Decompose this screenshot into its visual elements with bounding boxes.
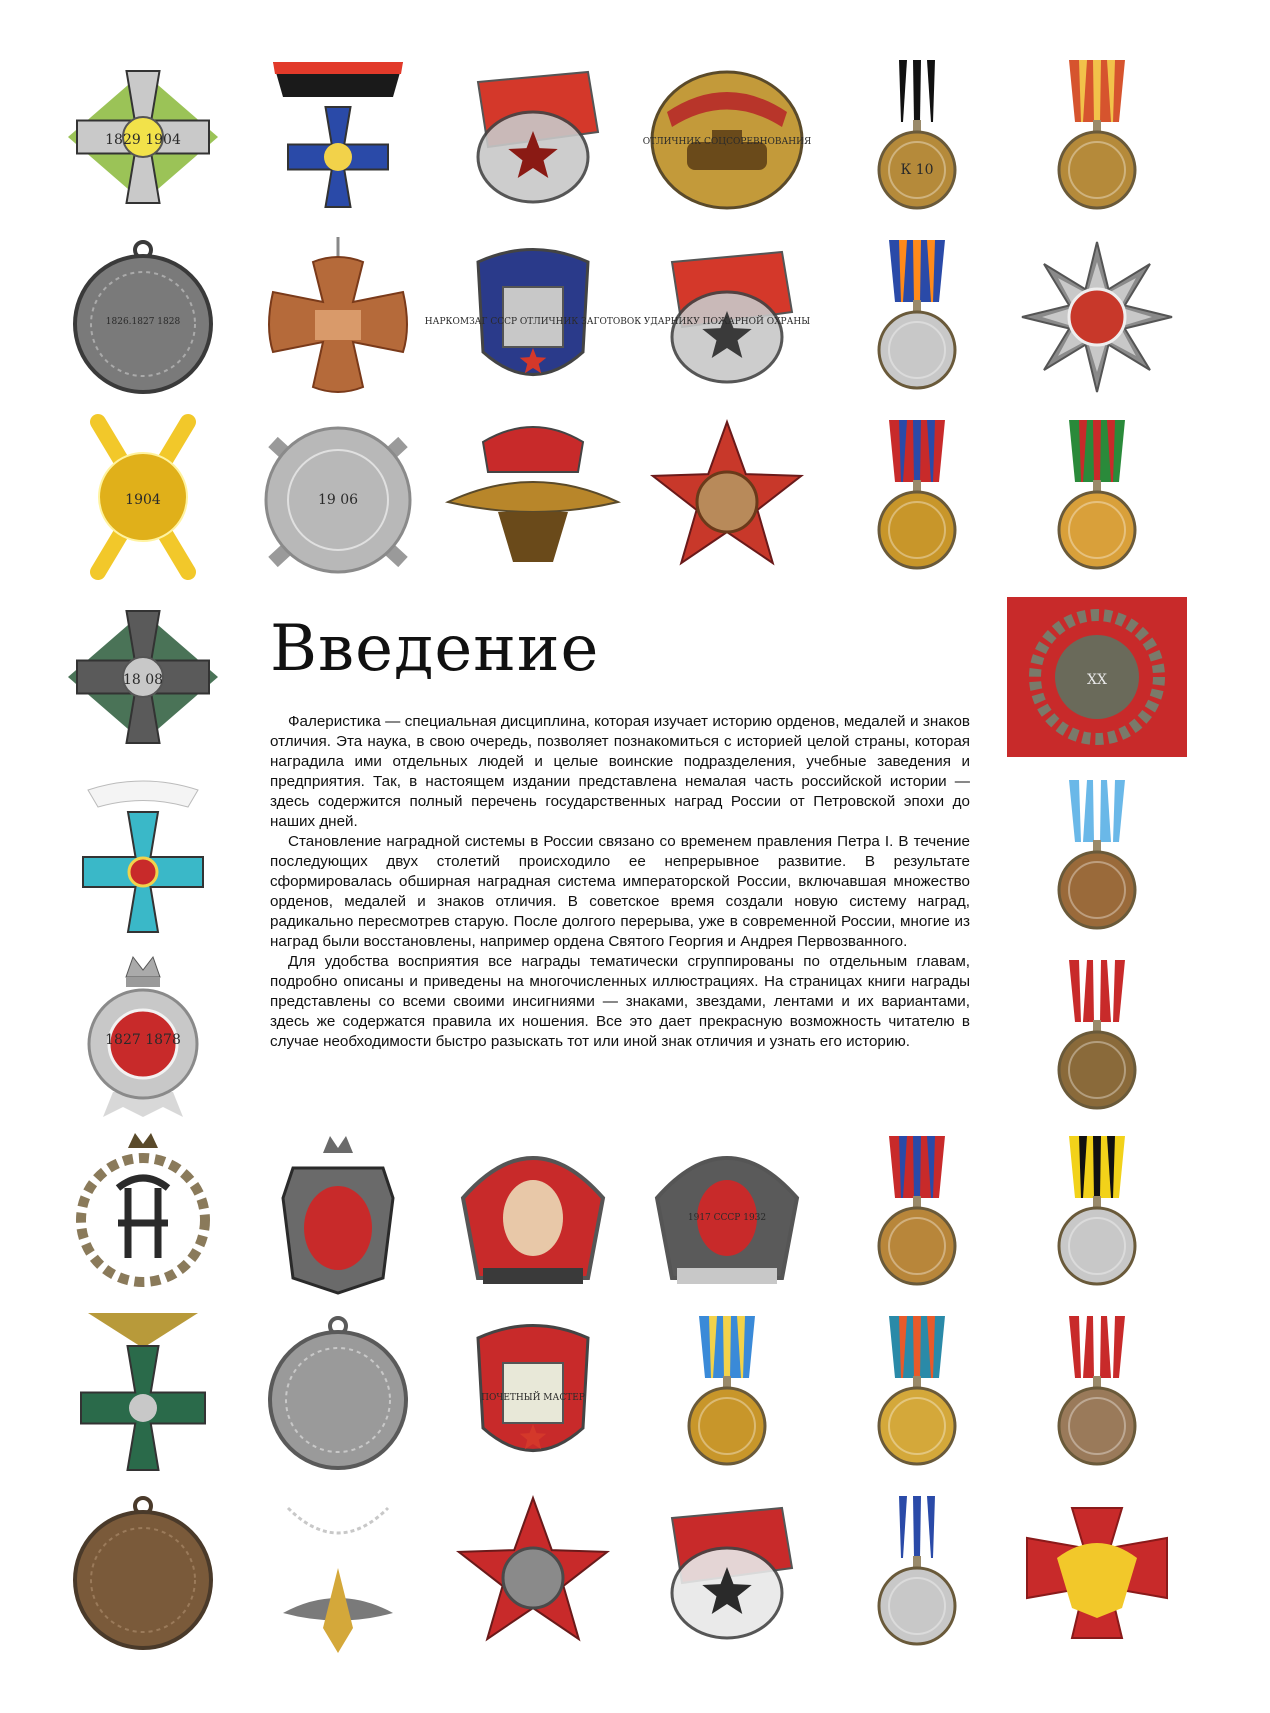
- award-image: [1002, 232, 1192, 402]
- award-inscription: 1904: [125, 492, 161, 508]
- award-ribbon-medal-icon: [822, 412, 1012, 582]
- award-image: [48, 52, 238, 222]
- award-chain-badge-icon: [243, 1488, 433, 1658]
- award-ribbon-cross-icon: [243, 52, 433, 222]
- award-flag-badge-icon: [632, 1488, 822, 1658]
- award-image: [1002, 772, 1192, 942]
- award-monogram-icon: [48, 1128, 238, 1298]
- award-ribbon-medal-icon: [1002, 52, 1192, 222]
- award-ribbon-medal-icon: [822, 1308, 1012, 1478]
- award-crown-medal-icon: [48, 952, 238, 1122]
- award-image: [822, 1308, 1012, 1478]
- award-red-star-icon: [438, 1488, 628, 1658]
- award-image: [48, 1308, 238, 1478]
- award-image: [822, 412, 1012, 582]
- award-image: [48, 232, 238, 402]
- award-crown-shield-icon: [243, 1128, 433, 1298]
- award-portrait-badge-icon: [438, 1128, 628, 1298]
- award-flag-badge-icon: [632, 232, 822, 402]
- award-portrait-badge-icon: [632, 1128, 822, 1298]
- award-image: [822, 1128, 1012, 1298]
- award-image: [632, 1128, 822, 1298]
- award-image: [243, 52, 433, 222]
- award-ribbon-medal-icon: [1002, 1308, 1192, 1478]
- award-inscription: 19 06: [317, 492, 359, 508]
- award-blue-cross-icon: [48, 772, 238, 942]
- award-image: [243, 232, 433, 402]
- award-image: [1002, 412, 1192, 582]
- award-shield-badge-icon: [424, 232, 642, 402]
- award-image: [438, 1308, 628, 1478]
- award-ribbon-medal-icon: [822, 1128, 1012, 1298]
- award-inscription: 1917 СССР 1932: [687, 1213, 767, 1223]
- award-image: [1002, 952, 1192, 1122]
- award-wreath-xx-icon: [1002, 592, 1192, 762]
- award-ribbon-medal-icon: [822, 52, 1012, 222]
- award-cross-icon: [48, 592, 238, 762]
- award-round-medal-icon: [243, 1308, 433, 1478]
- award-inscription: К 10: [900, 162, 934, 178]
- award-image: [438, 412, 628, 582]
- award-inscription: 18 08: [122, 672, 164, 688]
- award-image: [243, 1308, 433, 1478]
- award-image: [48, 592, 238, 762]
- paragraph: Для удобства восприятия все награды тематически сгруппированы по отдельным главам, подробно описаны и приведены на многочисленных иллюстрациях. На страницах книги награды представлены со всеми своими инсигниями — знаками, звездами, лентами и их вариантами, здесь же содержатся правила их ношения. Все это дает прекрасную возможность читателю в случае необходимости быстро разыскать тот или иной знак отличия и узнать его историю.: [270, 953, 970, 1050]
- award-wing-badge-icon: [438, 412, 628, 582]
- award-image: [632, 412, 822, 582]
- award-gold-eagle-cross-icon: [1002, 1488, 1192, 1658]
- award-image: [424, 232, 642, 402]
- intro-text: [270, 712, 970, 1052]
- award-inscription: НАРКОМЗАГ СССР ОТЛИЧНИК ЗАГОТОВОК: [424, 317, 642, 327]
- award-inscription: ОТЛИЧНИК СОЦСОРЕВНОВАНИЯ: [642, 137, 812, 147]
- award-round-medal-icon: [48, 1488, 238, 1658]
- award-gold-x-icon: [48, 412, 238, 582]
- award-inscription: УДАРНИКУ ПОЖАРНОЙ ОХРАНЫ: [643, 317, 811, 327]
- award-red-star-icon: [632, 412, 822, 582]
- award-image: [48, 412, 238, 582]
- award-inscription: 1829 1904: [105, 132, 181, 148]
- award-image: [243, 1488, 433, 1658]
- award-image: [822, 232, 1012, 402]
- award-tank-badge-icon: [632, 52, 822, 222]
- award-image: [243, 1128, 433, 1298]
- award-image: [1002, 1128, 1192, 1298]
- award-inscription: 1826.1827 1828: [105, 317, 181, 327]
- award-green-cross-icon: [48, 1308, 238, 1478]
- award-silver-disc-icon: [243, 412, 433, 582]
- award-round-medal-icon: [48, 232, 238, 402]
- paragraph: Становление наградной системы в России связано со временем правления Петра I. В течение последующих двух столетий происходило ее непрерывное развитие. В результате сформировалась обширная наградная система императорской России, включавшая множество орденов, медалей и знаков отличия. В советское время создали новую систему наград, радикально пересмотрев старую. После долгого перерыва, уже в современной России, многие из наград были восстановлены, например ордена Святого Георгия и Андрея Первозванного.: [270, 833, 970, 950]
- award-image: [48, 1488, 238, 1658]
- award-ribbon-medal-icon: [822, 232, 1012, 402]
- award-inscription: XX: [1087, 672, 1107, 688]
- award-ribbon-medal-icon: [1002, 412, 1192, 582]
- award-image: [632, 52, 822, 222]
- award-image: [1002, 52, 1192, 222]
- award-image: [1002, 1488, 1192, 1658]
- award-ribbon-medal-icon: [822, 1488, 1012, 1658]
- award-image: [822, 52, 1012, 222]
- award-image: [48, 1128, 238, 1298]
- page-title: Введение: [270, 612, 600, 686]
- award-inscription: ПОЧЕТНЫЙ МАСТЕР: [481, 1393, 585, 1403]
- award-star-icon: [1002, 232, 1192, 402]
- award-image: [438, 1488, 628, 1658]
- award-image: [632, 1488, 822, 1658]
- paragraph: Фалеристика — специальная дисциплина, которая изучает историю орденов, медалей и знаков отличия. Эта наука, в свою очередь, позволяет познакомиться с историей целой страны, которая наградила ими отдельных людей и целые воинские подразделения, учебные заведения и предприятия. Так, в настоящем издании представлена немалая часть российской истории — здесь содержится полный перечень государственных наград России от Петровской эпохи до наших дней.: [270, 713, 970, 830]
- award-copper-cross-icon: [243, 232, 433, 402]
- award-image: [438, 1128, 628, 1298]
- award-inscription: 1827 1878: [105, 1032, 181, 1048]
- award-image: [632, 1308, 822, 1478]
- award-ribbon-medal-icon: [632, 1308, 822, 1478]
- award-image: [822, 1488, 1012, 1658]
- award-image: [1002, 592, 1192, 762]
- award-image: [438, 52, 628, 222]
- award-image: [1002, 1308, 1192, 1478]
- award-cross-icon: [48, 52, 238, 222]
- award-ribbon-medal-icon: [1002, 1128, 1192, 1298]
- award-image: [632, 232, 822, 402]
- award-ribbon-medal-icon: [1002, 952, 1192, 1122]
- award-image: [48, 772, 238, 942]
- award-image: [48, 952, 238, 1122]
- award-image: [243, 412, 433, 582]
- award-banner-badge-icon: [438, 52, 628, 222]
- award-shield-badge-icon: [438, 1308, 628, 1478]
- award-ribbon-medal-icon: [1002, 772, 1192, 942]
